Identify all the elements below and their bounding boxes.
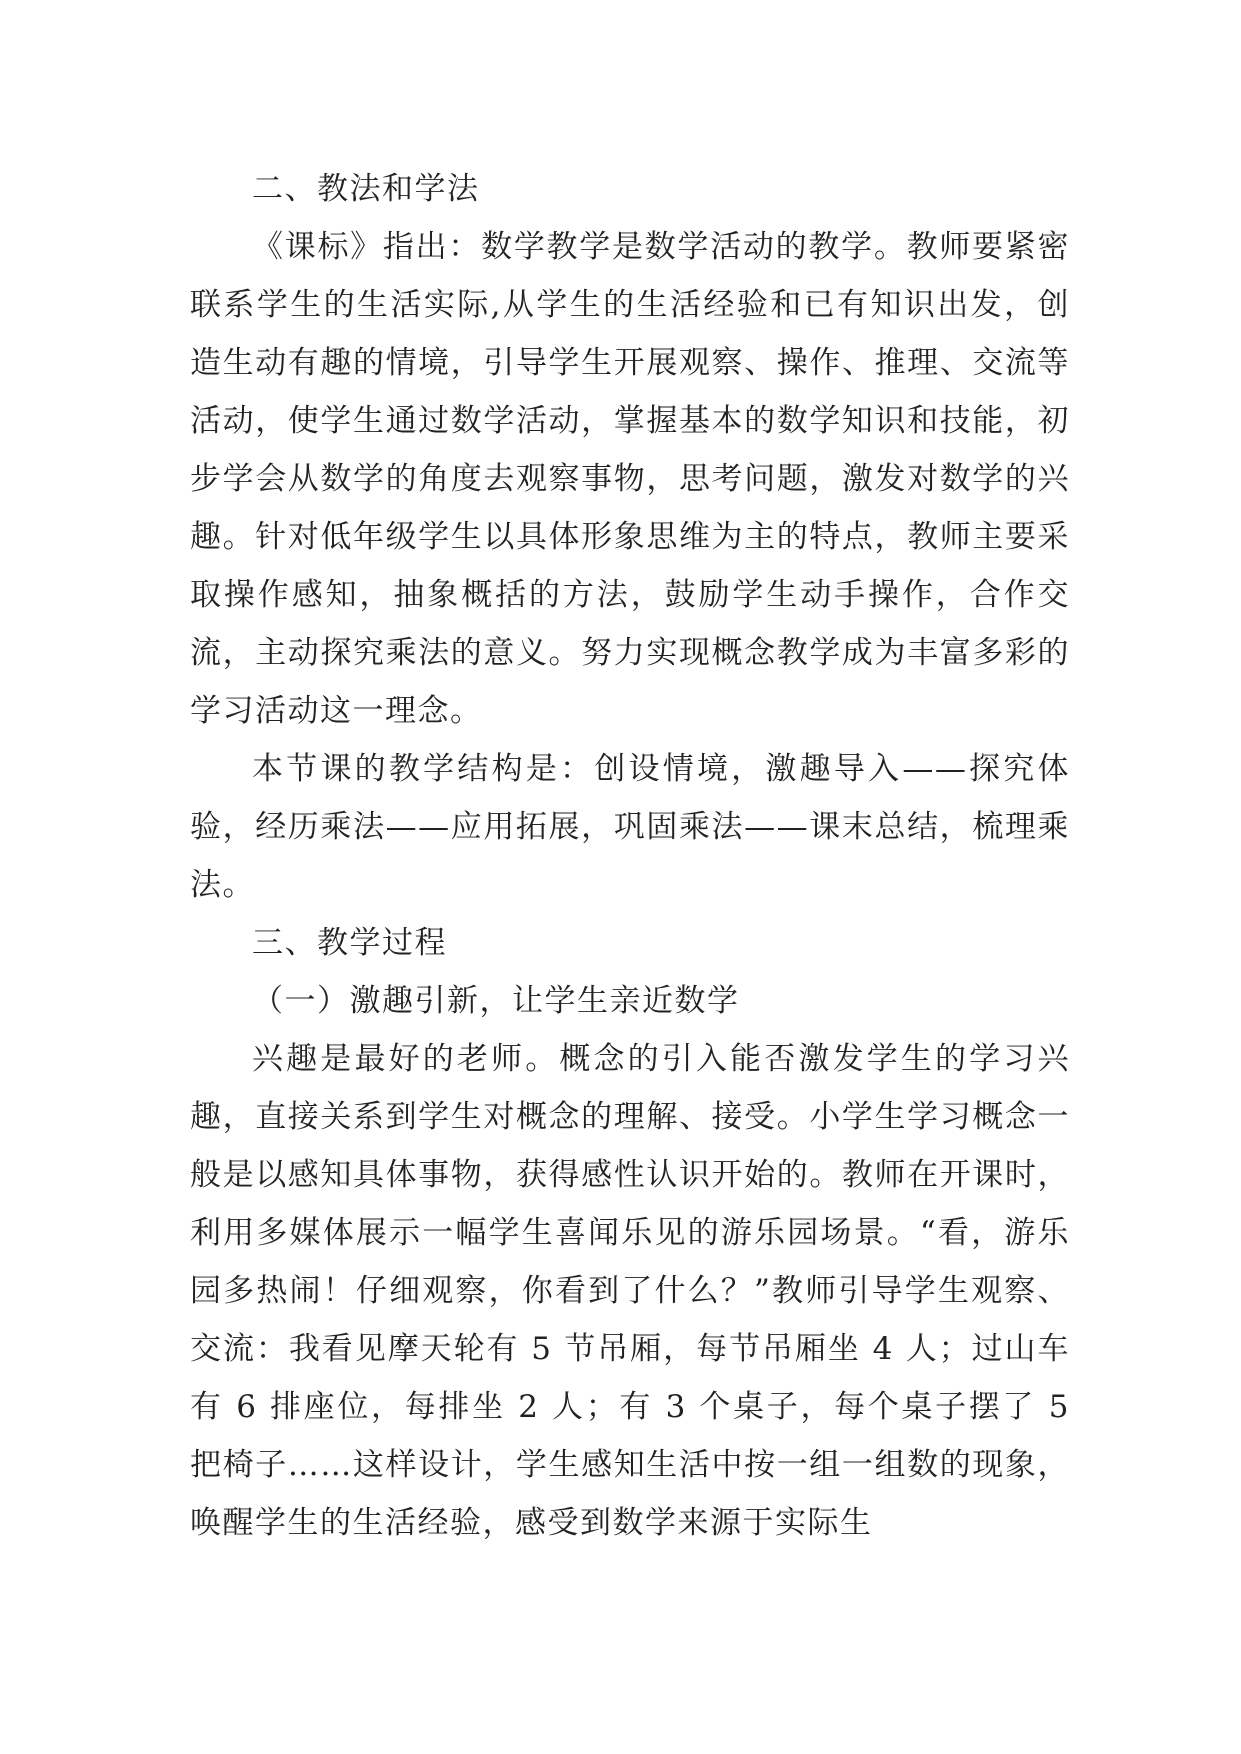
section-heading-process: 三、教学过程 — [252, 925, 447, 961]
document-body — [190, 160, 1070, 1552]
paragraph-interest-intro: 兴趣是最好的老师。概念的引入能否激发学生的学习兴趣，直接关系到学生对概念的理解、接受。小学生学习概念一般是以感知具体事物，获得感性认识开始的。教师在开课时，利用多媒体展示一幅学生喜闻乐见的游乐园场景。“看，游乐园多热闹！仔细观察，你看到了什么？”教师引导学生观察、交流：我看见摩天轮有 5 节吊厢，每节吊厢坐 4 人；过山车有 6 排座位，每排坐 2 人；有 3 个桌子，每个桌子摆了 5 把椅子……这样设计，学生感知生活中按一组一组数的现象，唤醒学生的生活经验，感受到数学来源于实际生 — [190, 1041, 1070, 1541]
paragraph-curriculum-standard: 《课标》指出：数学教学是数学活动的教学。教师要紧密联系学生的生活实际,从学生的生活经验和已有知识出发，创造生动有趣的情境，引导学生开展观察、操作、推理、交流等活动，使学生通过数学活动，掌握基本的数学知识和技能，初步学会从数学的角度去观察事物，思考问题，激发对数学的兴趣。针对低年级学生以具体形象思维为主的特点，教师主要采取操作感知，抽象概括的方法，鼓励学生动手操作，合作交流，主动探究乘法的意义。努力实现概念教学成为丰富多彩的学习活动这一理念。 — [190, 229, 1070, 729]
section-heading-methods: 二、教法和学法 — [252, 171, 480, 207]
subsection-heading-intro: （一）激趣引新，让学生亲近数学 — [252, 983, 740, 1019]
paragraph-lesson-structure: 本节课的教学结构是：创设情境，激趣导入——探究体验，经历乘法——应用拓展，巩固乘法——课末总结，梳理乘法。 — [190, 751, 1070, 903]
